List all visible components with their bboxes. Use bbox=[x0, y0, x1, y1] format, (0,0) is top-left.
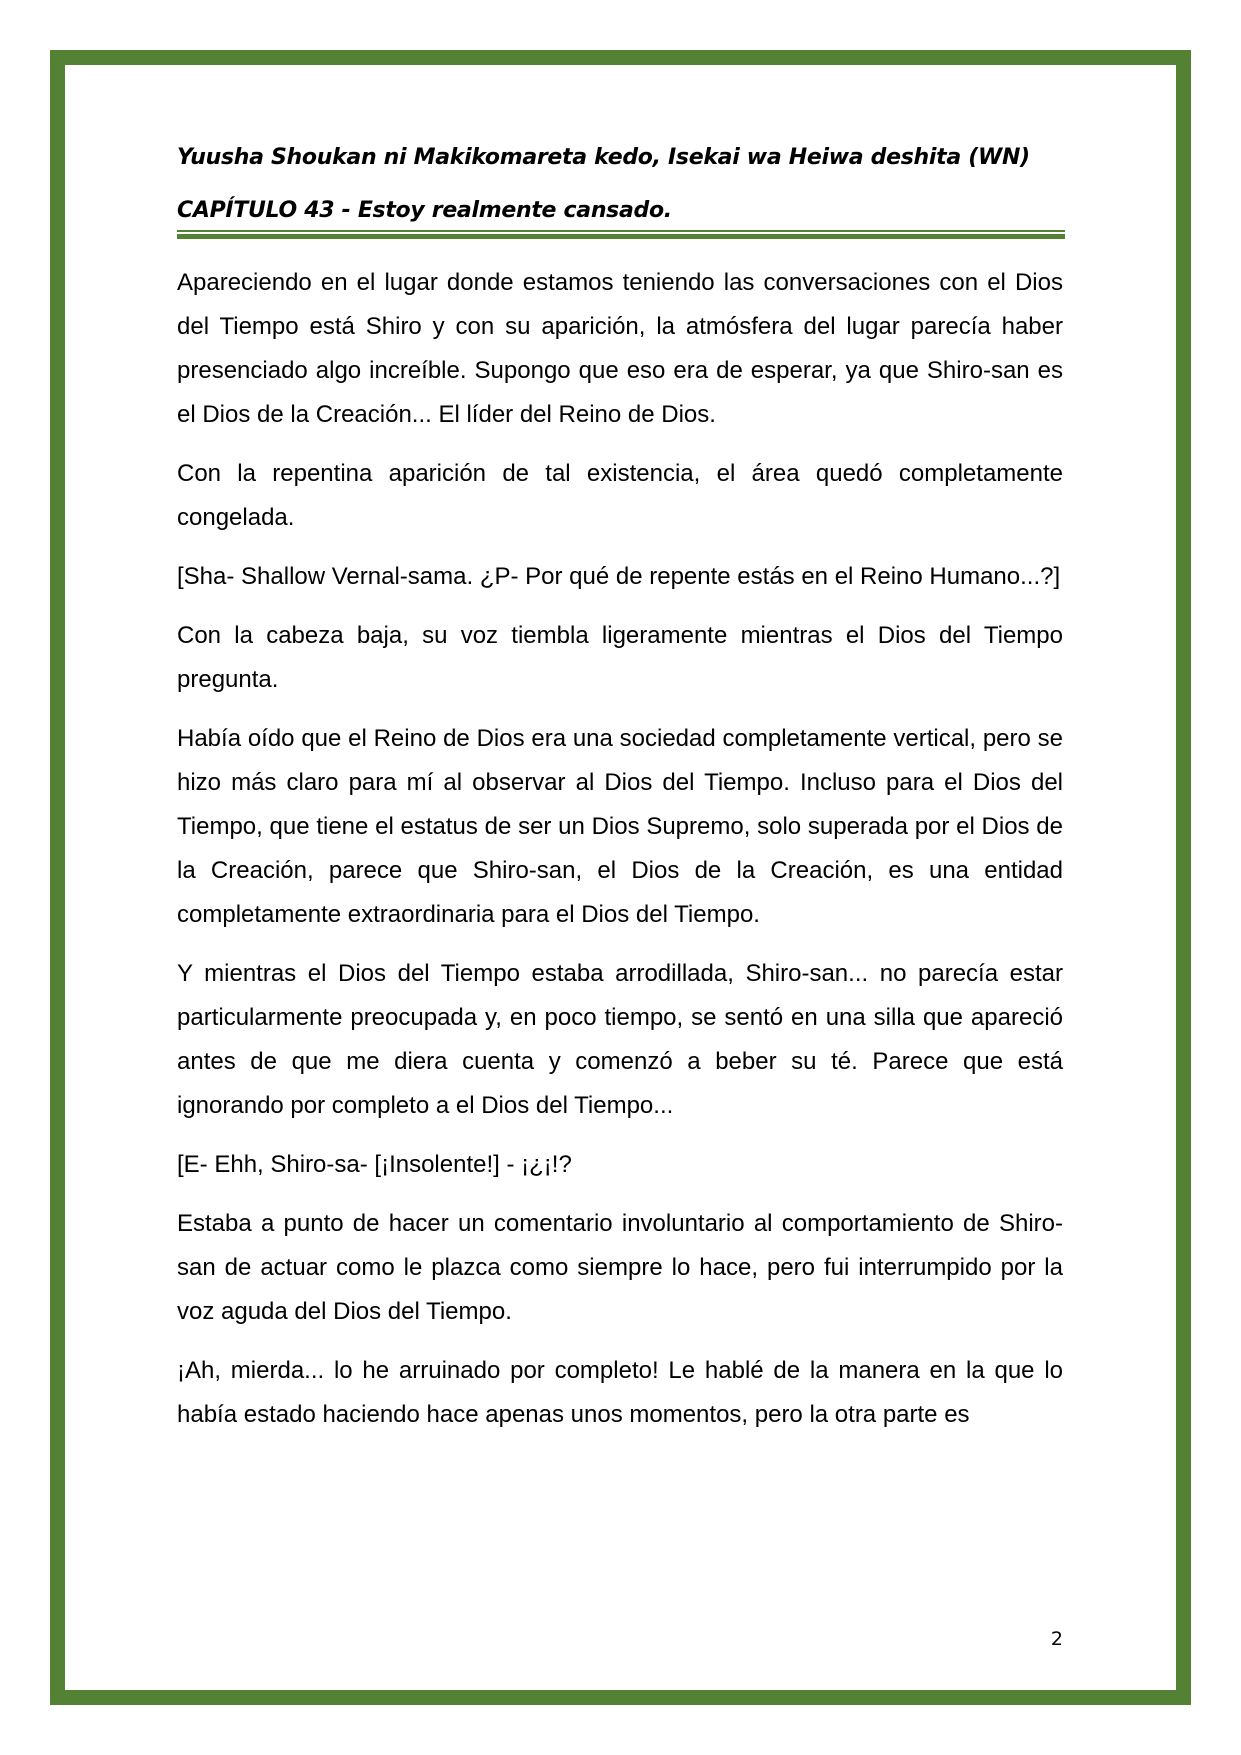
paragraph: Y mientras el Dios del Tiempo estaba arrodillada, Shiro-san... no parecía estar particularmente preocupada y, en poco tiempo, se sentó en una silla que apareció antes de que me diera cuenta y comenzó a beber su té. Parece que está ignorando por completo a el Dios del Tiempo... bbox=[177, 960, 1063, 1119]
document-content bbox=[177, 145, 1063, 1452]
paragraph: [Sha- Shallow Vernal-sama. ¿P- Por qué de repente estás en el Reino Humano...?] bbox=[177, 563, 1061, 590]
paragraph: ¡Ah, mierda... lo he arruinado por completo! Le hablé de la manera en la que lo había estado haciendo hace apenas unos momentos, pero la otra parte es bbox=[177, 1357, 1063, 1428]
paragraph: Había oído que el Reino de Dios era una sociedad completamente vertical, pero se hizo más claro para mí al observar al Dios del Tiempo. Incluso para el Dios del Tiempo, que tiene el estatus de ser un Dios Supremo, solo superada por el Dios de la Creación, parece que Shiro-san, el Dios de la Creación, es una entidad completamente extraordinaria para el Dios del Tiempo. bbox=[177, 725, 1063, 928]
chapter-body bbox=[177, 261, 1063, 1437]
series-title: Yuusha Shoukan ni Makikomareta kedo, Isekai wa Heiwa deshita (WN) bbox=[177, 145, 1030, 170]
title-underline bbox=[177, 230, 1065, 239]
paragraph: Con la cabeza baja, su voz tiembla ligeramente mientras el Dios del Tiempo pregunta. bbox=[177, 622, 1063, 693]
paragraph: Apareciendo en el lugar donde estamos teniendo las conversaciones con el Dios del Tiempo está Shiro y con su aparición, la atmósfera del lugar parecía haber presenciado algo increíble. Supongo que eso era de esperar, ya que Shiro-san es el Dios de la Creación... El líder del Reino de Dios. bbox=[177, 269, 1063, 428]
page-number: 2 bbox=[1050, 1628, 1063, 1650]
paragraph: Con la repentina aparición de tal existencia, el área quedó completamente congelada. bbox=[177, 460, 1063, 531]
chapter-title: CAPÍTULO 43 - Estoy realmente cansado. bbox=[177, 198, 672, 223]
paragraph: [E- Ehh, Shiro-sa- [¡Insolente!] - ¡¿¡!? bbox=[177, 1151, 572, 1178]
paragraph: Estaba a punto de hacer un comentario involuntario al comportamiento de Shiro-san de actuar como le plazca como siempre lo hace, pero fui interrumpido por la voz aguda del Dios del Tiempo. bbox=[177, 1210, 1063, 1325]
